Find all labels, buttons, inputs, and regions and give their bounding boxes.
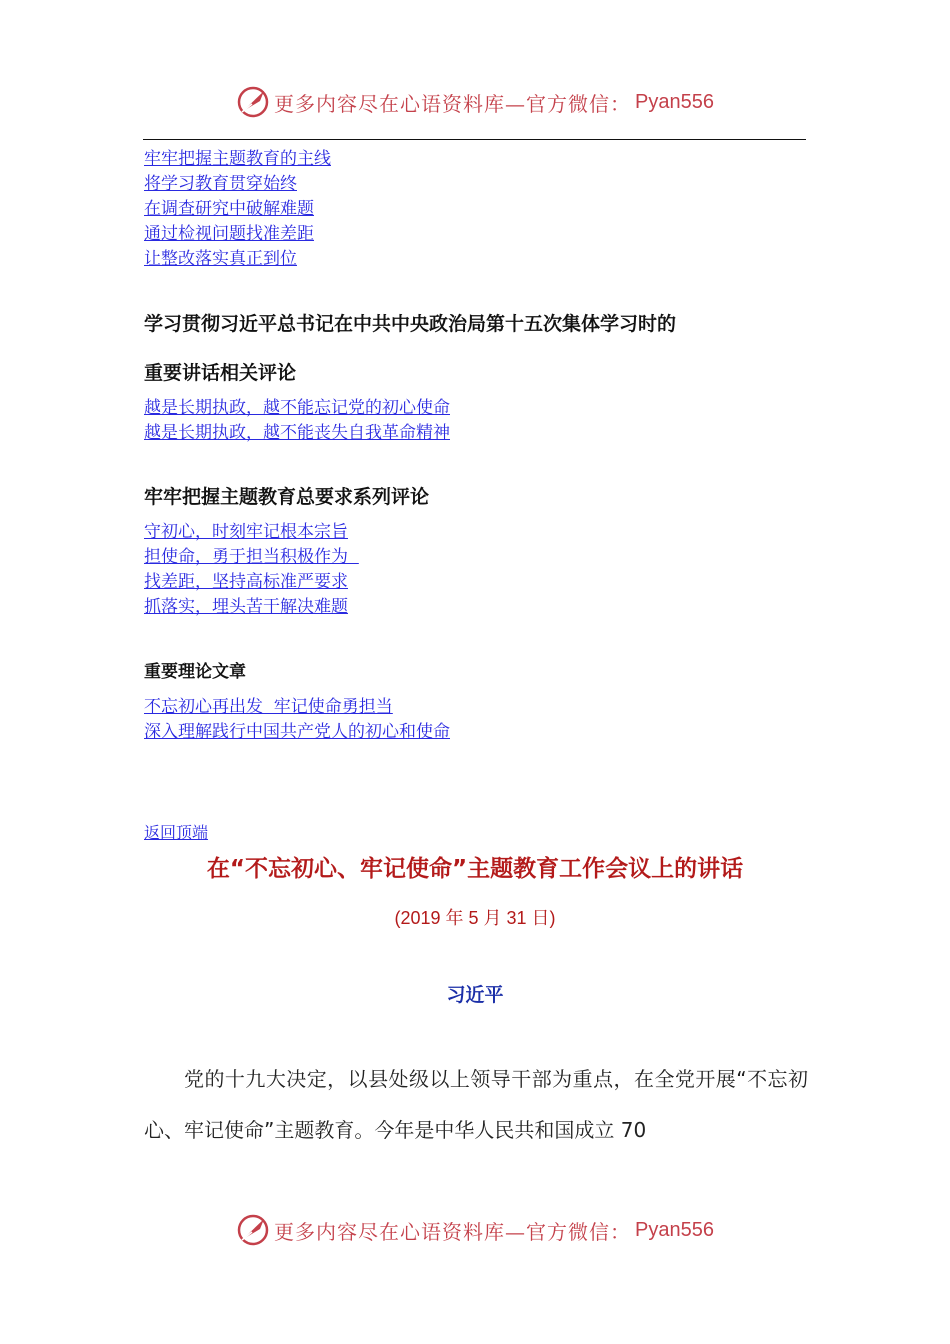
list-item: [144, 146, 331, 171]
link-take-mission[interactable]: 担使命，勇于担当积极作为: [144, 547, 359, 567]
link-original-mission[interactable]: 越是长期执政，越不能忘记党的初心使命: [144, 398, 450, 418]
section-heading-commentary-line2: 重要讲话相关评论: [144, 362, 297, 384]
list-item: [144, 196, 331, 221]
section-heading-commentary-line1: 学习贯彻习近平总书记在中共中央政治局第十五次集体学习时的: [144, 313, 677, 335]
link-main-line[interactable]: 牢牢把握主题教育的主线: [144, 149, 331, 169]
banner-text: 更多内容尽在心语资料库—官方微信：: [274, 1219, 632, 1244]
list-item: [144, 395, 450, 420]
link-rectification[interactable]: 让整改落实真正到位: [144, 249, 297, 269]
banner-text: 更多内容尽在心语资料库—官方微信：: [274, 91, 632, 116]
list-item: [144, 171, 331, 196]
link-research[interactable]: 在调查研究中破解难题: [144, 199, 314, 219]
speech-paragraph: 党的十九大决定，以县处级以上领导干部为重点，在全党开展“不忘初心、牢记使命”主题教育。今年是中华人民共和国成立 70: [144, 1067, 808, 1142]
speaker-name: 习近平: [446, 984, 504, 1006]
list-item: [144, 519, 359, 544]
section-heading-requirements: 牢牢把握主题教育总要求系列评论: [144, 486, 430, 508]
link-inspection[interactable]: 通过检视问题找准差距: [144, 224, 314, 244]
list-item: [144, 246, 331, 271]
list-item: [144, 544, 359, 569]
link-implement[interactable]: 抓落实，埋头苦干解决难题: [144, 597, 348, 617]
list-item: [144, 221, 331, 246]
list-item: [144, 694, 450, 719]
header-banner: [0, 82, 950, 122]
back-to-top-link[interactable]: 返回顶端: [144, 823, 209, 842]
section-heading-theory: 重要理论文章: [144, 662, 246, 682]
speech-date: (2019 年 5 月 31 日): [394, 908, 556, 928]
commentary-links-list: [144, 395, 450, 445]
list-item: [144, 420, 450, 445]
footer-banner: [0, 1210, 950, 1250]
link-self-revolution[interactable]: 越是长期执政，越不能丧失自我革命精神: [144, 423, 450, 443]
topic-links-list: [144, 146, 331, 271]
banner-wechat-id: Pyan556: [635, 1218, 714, 1241]
quill-logo-icon: [236, 1213, 270, 1247]
link-study-education[interactable]: 将学习教育贯穿始终: [144, 174, 297, 194]
link-set-out-again[interactable]: 不忘初心再出发 牢记使命勇担当: [144, 697, 393, 717]
requirements-links-list: [144, 519, 359, 619]
header-rule: [143, 139, 806, 140]
list-item: [144, 594, 359, 619]
theory-links-list: [144, 694, 450, 744]
list-item: [144, 719, 450, 744]
link-understand-practice[interactable]: 深入理解践行中国共产党人的初心和使命: [144, 722, 450, 742]
banner-wechat-id: Pyan556: [635, 90, 714, 113]
link-find-gaps[interactable]: 找差距，坚持高标准严要求: [144, 572, 348, 592]
quill-logo-icon: [236, 85, 270, 119]
speech-title: 在“不忘初心、牢记使命”主题教育工作会议上的讲话: [206, 856, 744, 882]
list-item: [144, 569, 359, 594]
link-keep-aspiration[interactable]: 守初心，时刻牢记根本宗旨: [144, 522, 348, 542]
